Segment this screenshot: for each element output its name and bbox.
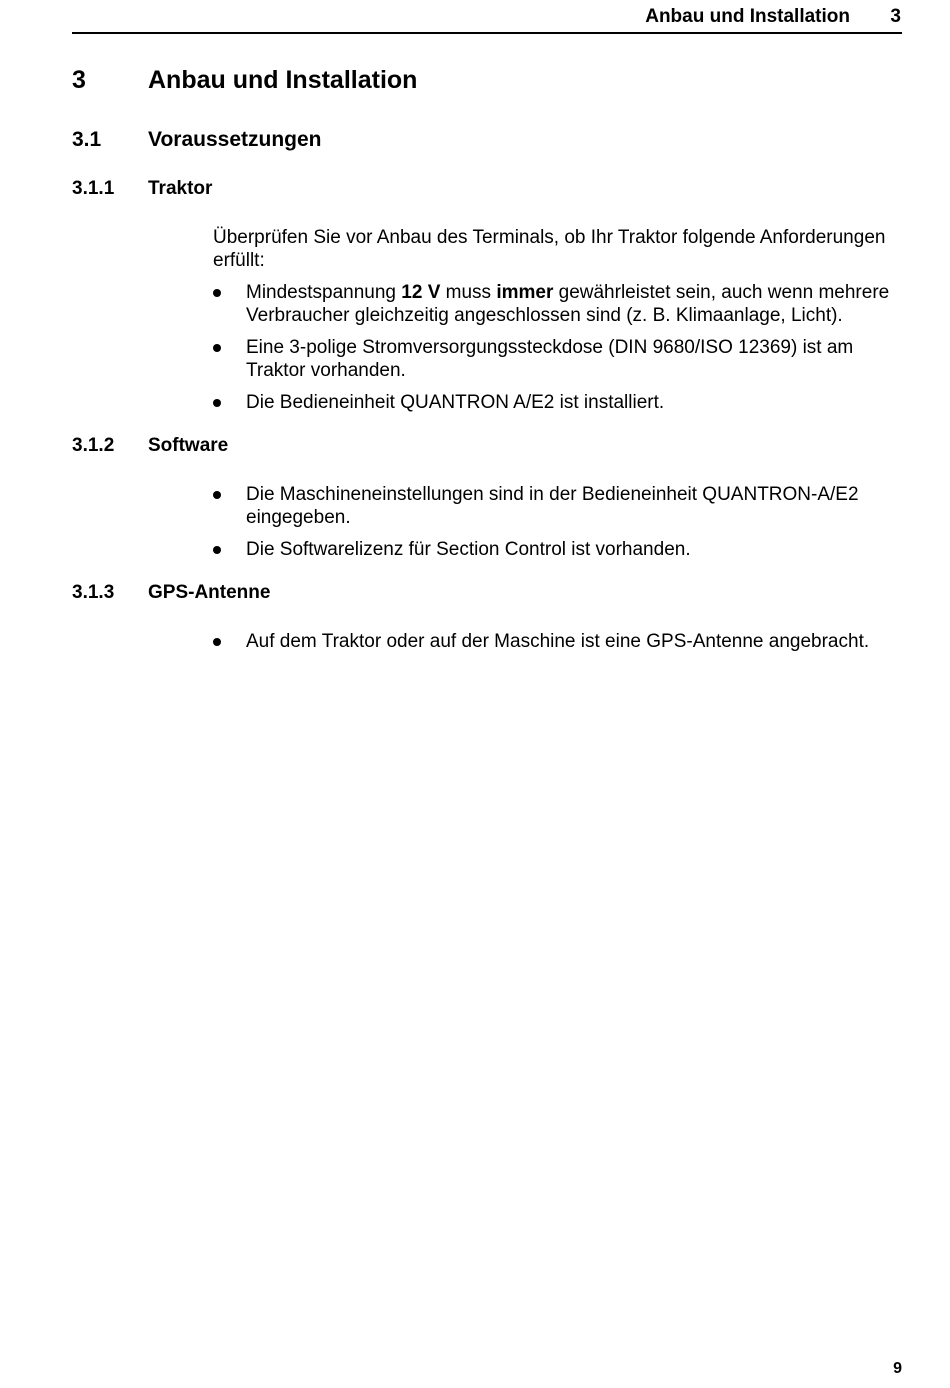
list-item-text: Die Maschineneinstellungen sind in der Bedieneinheit QUANTRON-A/E2 eingegeben. xyxy=(246,484,859,528)
list-item-text: Die Bedieneinheit QUANTRON A/E2 ist installiert. xyxy=(246,392,665,413)
list-item-text: Eine 3-polige Stromversorgungssteckdose (DIN 9680/ISO 12369) ist am Traktor vorhanden. xyxy=(246,337,854,381)
running-header xyxy=(72,4,902,34)
page-number: 9 xyxy=(893,1360,902,1377)
bullet-icon xyxy=(213,546,221,554)
running-header-chapter-number: 3 xyxy=(890,6,901,27)
bullet-icon xyxy=(213,491,221,499)
list-item-text: Mindestspannung 12 V muss immer gewährleistet sein, auch wenn mehrere Verbraucher gleichzeitig angeschlossen sind (z. B. Klimaanlage, Licht). xyxy=(246,282,890,326)
emphasis-text: immer xyxy=(496,282,554,303)
bullet-icon xyxy=(213,638,221,646)
subsection-number: 3.1.1 xyxy=(72,178,115,199)
section-number: 3.1 xyxy=(72,128,102,151)
subsection-title: Software xyxy=(148,435,229,456)
list-item-text: Auf dem Traktor oder auf der Maschine ist eine GPS-Antenne angebracht. xyxy=(246,631,870,652)
running-header-title: Anbau und Installation xyxy=(645,6,850,27)
subsection-title: GPS-Antenne xyxy=(148,582,271,603)
subsection-title: Traktor xyxy=(148,178,213,199)
chapter-number: 3 xyxy=(72,66,86,94)
voltage-value: 12 V xyxy=(401,282,441,303)
section-title: Voraussetzungen xyxy=(148,128,322,151)
subsection-number: 3.1.2 xyxy=(72,435,115,456)
chapter-title: Anbau und Installation xyxy=(148,66,418,94)
bullet-icon xyxy=(213,399,221,407)
subsection-number: 3.1.3 xyxy=(72,582,115,603)
bullet-icon xyxy=(213,289,221,297)
bullet-icon xyxy=(213,344,221,352)
list-item-text: Die Softwarelizenz für Section Control ist vorhanden. xyxy=(246,539,691,560)
intro-paragraph: Überprüfen Sie vor Anbau des Terminals, ob Ihr Traktor folgende Anforderungen erfüllt: xyxy=(213,227,886,271)
